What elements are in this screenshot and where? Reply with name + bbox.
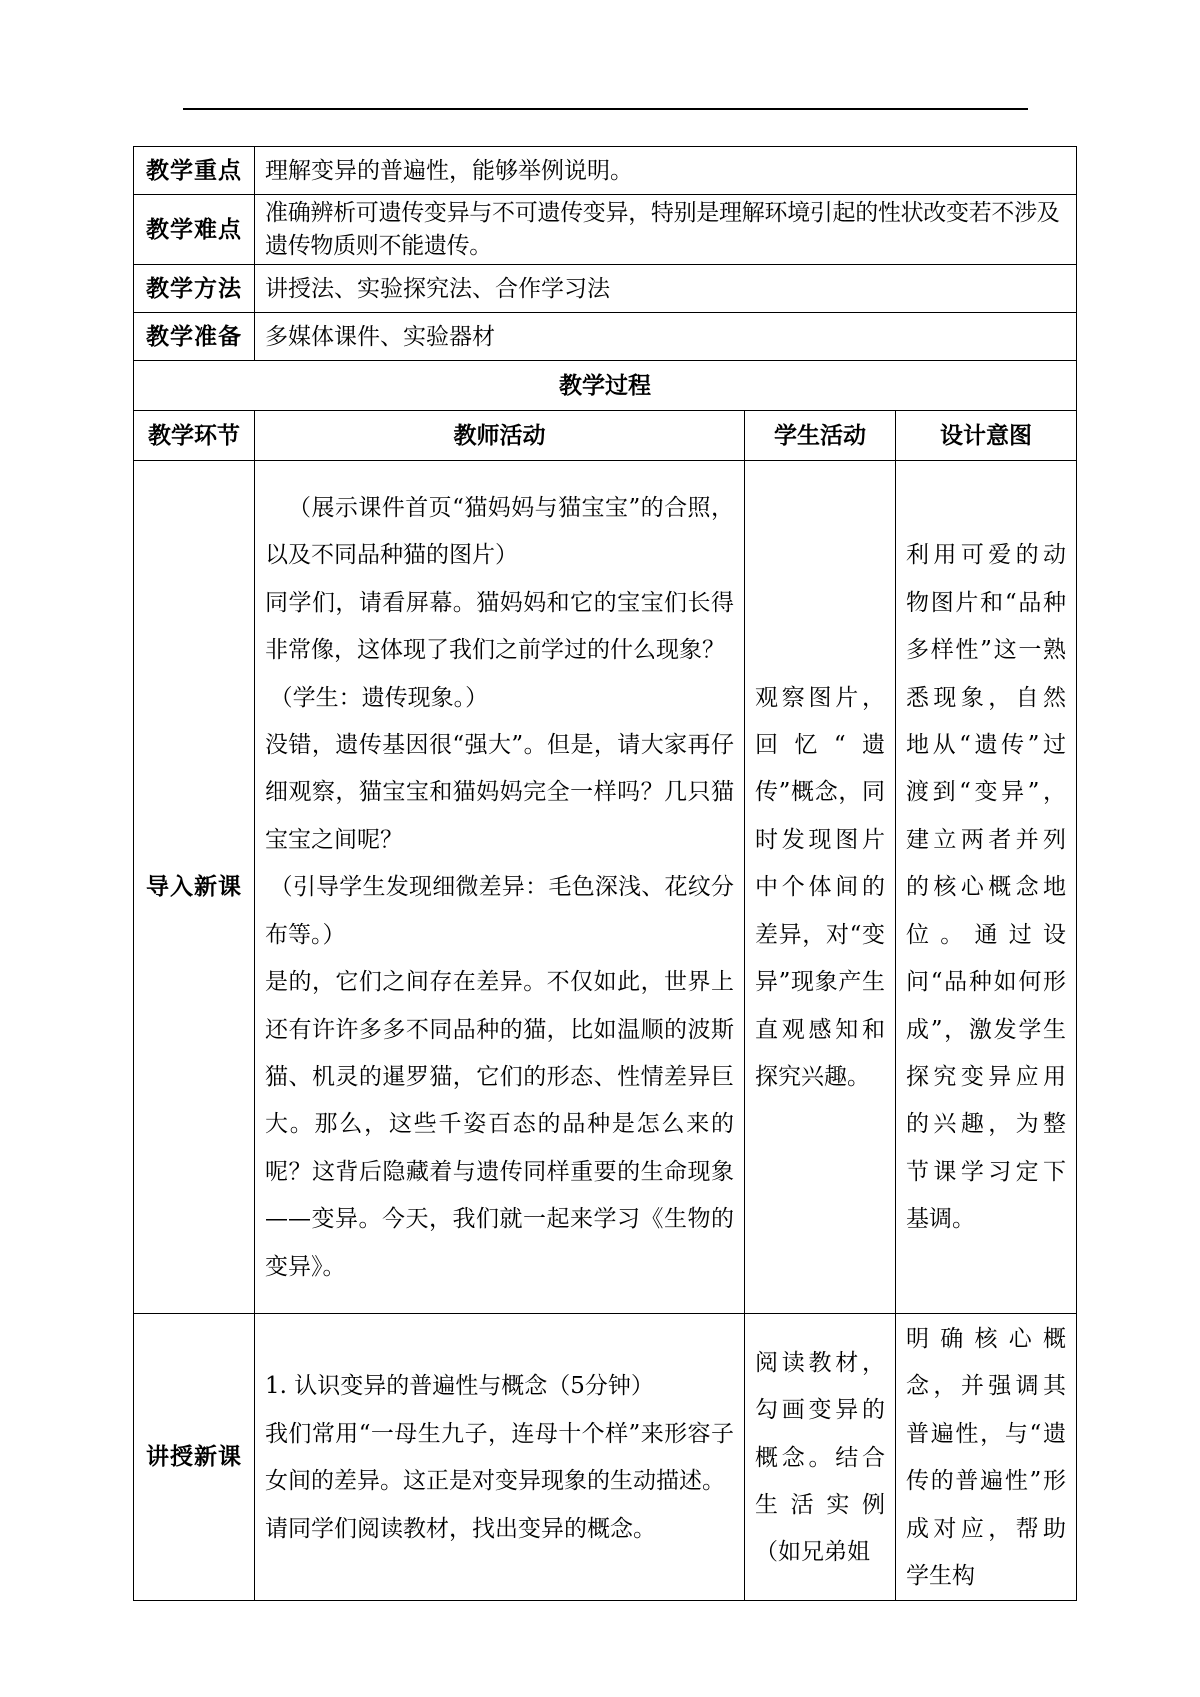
info-label: 教学准备 bbox=[134, 313, 255, 361]
teacher-paragraph: 1. 认识变异的普遍性与概念（5分钟） bbox=[265, 1373, 654, 1400]
column-header-teacher: 教师活动 bbox=[255, 411, 745, 461]
teacher-paragraph: （展示课件首页“猫妈妈与猫宝宝”的合照，以及不同品种猫的图片） bbox=[265, 495, 734, 569]
process-title: 教学过程 bbox=[134, 361, 1077, 411]
teacher-paragraph: （学生：遗传现象。） bbox=[269, 684, 489, 711]
info-value: 多媒体课件、实验器材 bbox=[255, 313, 1077, 361]
header-rule bbox=[183, 108, 1028, 110]
process-title-row bbox=[134, 361, 1077, 411]
stage-name: 导入新课 bbox=[134, 461, 255, 1314]
stage-row-intro bbox=[134, 461, 1077, 1314]
column-header-student: 学生活动 bbox=[745, 411, 896, 461]
column-header-row bbox=[134, 411, 1077, 461]
teacher-paragraph: 同学们，请看屏幕。猫妈妈和它的宝宝们长得非常像，这体现了我们之前学过的什么现象？ bbox=[265, 589, 734, 664]
teacher-paragraph: 请同学们阅读教材，找出变异的概念。 bbox=[265, 1515, 656, 1542]
info-value: 准确辨析可遗传变异与不可遗传变异，特别是理解环境引起的性状改变若不涉及遗传物质则不能遗传。 bbox=[255, 195, 1077, 265]
teacher-paragraph: 是的，它们之间存在差异。不仅如此，世界上还有许许多多不同品种的猫，比如温顺的波斯猫、机灵的暹罗猫，它们的形态、性情差异巨大。那么，这些千姿百态的品种是怎么来的呢？这背后隐藏着与遗传同样重要的生命现象——变异。今天，我们就一起来学习《生物的变异》。 bbox=[265, 969, 734, 1280]
info-row-method bbox=[134, 265, 1077, 313]
teacher-activity bbox=[255, 461, 745, 1314]
info-row-preparation bbox=[134, 313, 1077, 361]
lesson-plan-table bbox=[133, 146, 1077, 1601]
student-text: 阅读教材，勾画变异的概念。结合生活实例（如兄弟姐 bbox=[755, 1349, 885, 1566]
teacher-activity bbox=[255, 1314, 745, 1601]
info-label: 教学方法 bbox=[134, 265, 255, 313]
intent-text: 利用可爱的动物图片和“品种多样性”这一熟悉现象，自然地从“遗传”过渡到“变异”，建立两者并列的核心概念地位。通过设问“品种如何形成”，激发学生探究变异应用的兴趣，为整节课学习定下基调。 bbox=[906, 542, 1067, 1233]
design-intent bbox=[896, 461, 1077, 1314]
intent-text: 明确核心概念，并强调其普遍性，与“遗传的普遍性”形成对应，帮助学生构 bbox=[906, 1326, 1067, 1590]
teacher-paragraph: 没错，遗传基因很“强大”。但是，请大家再仔细观察，猫宝宝和猫妈妈完全一样吗？几只猫宝宝之间呢？ bbox=[265, 732, 734, 853]
design-intent bbox=[896, 1314, 1077, 1601]
info-label: 教学难点 bbox=[134, 195, 255, 265]
column-header-stage: 教学环节 bbox=[134, 411, 255, 461]
student-activity bbox=[745, 461, 896, 1314]
column-header-intent: 设计意图 bbox=[896, 411, 1077, 461]
info-row-difficulty bbox=[134, 195, 1077, 265]
student-activity bbox=[745, 1314, 896, 1601]
info-row-focus bbox=[134, 147, 1077, 195]
teacher-paragraph: 我们常用“一母生九子，连母十个样”来形容子女间的差异。这正是对变异现象的生动描述。 bbox=[265, 1420, 734, 1495]
info-label: 教学重点 bbox=[134, 147, 255, 195]
stage-row-new-lesson bbox=[134, 1314, 1077, 1601]
info-value: 讲授法、实验探究法、合作学习法 bbox=[255, 265, 1077, 313]
info-value: 理解变异的普遍性，能够举例说明。 bbox=[255, 147, 1077, 195]
stage-name: 讲授新课 bbox=[134, 1314, 255, 1601]
teacher-paragraph: （引导学生发现细微差异：毛色深浅、花纹分布等。） bbox=[265, 874, 734, 948]
student-text: 观察图片，回忆“遗传”概念，同时发现图片中个体间的差异，对“变异”现象产生直观感知和探究兴趣。 bbox=[755, 684, 885, 1090]
